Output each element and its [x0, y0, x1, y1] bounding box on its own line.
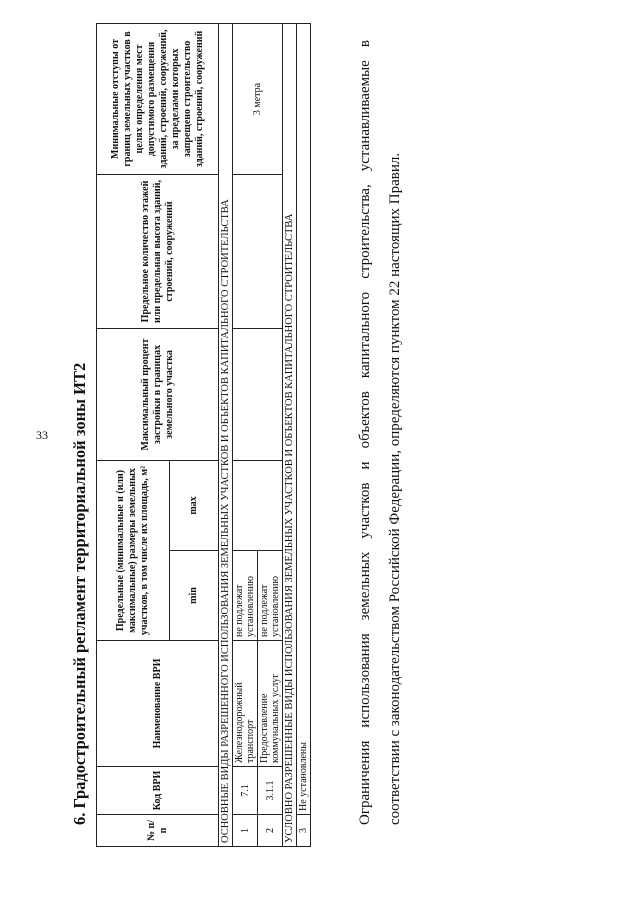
section-title: 6. Градостроительный регламент территориальной зоны ИТ2	[70, 362, 89, 825]
row-code: 3.1.1	[258, 767, 283, 815]
row-percent	[233, 328, 283, 460]
section-conditional-label: УСЛОВНО РАЗРЕШЕННЫЕ ВИДЫ ИСПОЛЬЗОВАНИЯ ЗЕМЕЛЬНЫХ УЧАСТКОВ И ОБЪЕКТОВ КАПИТАЛЬНОГО СТРОИТЕЛЬСТВА	[283, 23, 297, 846]
row-limits: не подлежат установлению	[258, 551, 283, 641]
row-limits: не подлежат установлению	[233, 551, 258, 641]
table-row	[297, 23, 311, 846]
note-paragraph: Ограничения использования земельных участков и объектов капитального строительства, устанавливаемые в соответствии с законодательством Российской Федерации, определяются пунктом 22 настоящих Правил.	[357, 40, 403, 825]
header-num: № п/п	[97, 815, 219, 847]
page-number: 33	[36, 428, 48, 442]
row-num: 3	[297, 815, 311, 847]
header-max: max	[170, 460, 219, 550]
row-text: Не установлены	[297, 23, 311, 814]
row-floors	[233, 174, 283, 328]
header-size: Предельные (минимальные и (или) максимальные) размеры земельных участков, в том числе их площадь, м²	[97, 460, 170, 640]
row-setback: 3 метра	[233, 23, 283, 174]
header-percent: Максимальный процент застройки в границах земельного участка	[97, 328, 219, 460]
header-name: Наименование ВРИ	[97, 641, 219, 767]
row-code: 7.1	[233, 767, 258, 815]
header-setback: Минимальные отступы от границ земельных участков в целях определения мест допустимого размещения зданий, строений, сооружений, за пределами которых запрещено строительство зданий, строений, сооружений	[97, 23, 219, 174]
section-row-conditional	[283, 23, 297, 846]
row-name: Предоставление коммунальных услуг	[258, 641, 283, 767]
header-code: Код ВРИ	[97, 767, 219, 815]
header-min: min	[170, 551, 219, 641]
header-floors: Предельное количество этажей или предельная высота зданий, строений, сооружений	[97, 174, 219, 328]
row-num: 1	[233, 815, 258, 847]
row-num: 2	[258, 815, 283, 847]
table-header-row	[97, 23, 170, 846]
table-row	[233, 23, 258, 846]
regulation-table	[96, 23, 311, 847]
row-name: Железнодорожный транспорт	[233, 641, 258, 767]
row-limits-cont	[233, 460, 283, 550]
section-row-main	[219, 23, 233, 846]
section-main-label: ОСНОВНЫЕ ВИДЫ РАЗРЕШЕННОГО ИСПОЛЬЗОВАНИЯ ЗЕМЕЛЬНЫХ УЧАСТКОВ И ОБЪЕКТОВ КАПИТАЛЬНОГО СТРОИТЕЛЬСТВА	[219, 23, 233, 846]
